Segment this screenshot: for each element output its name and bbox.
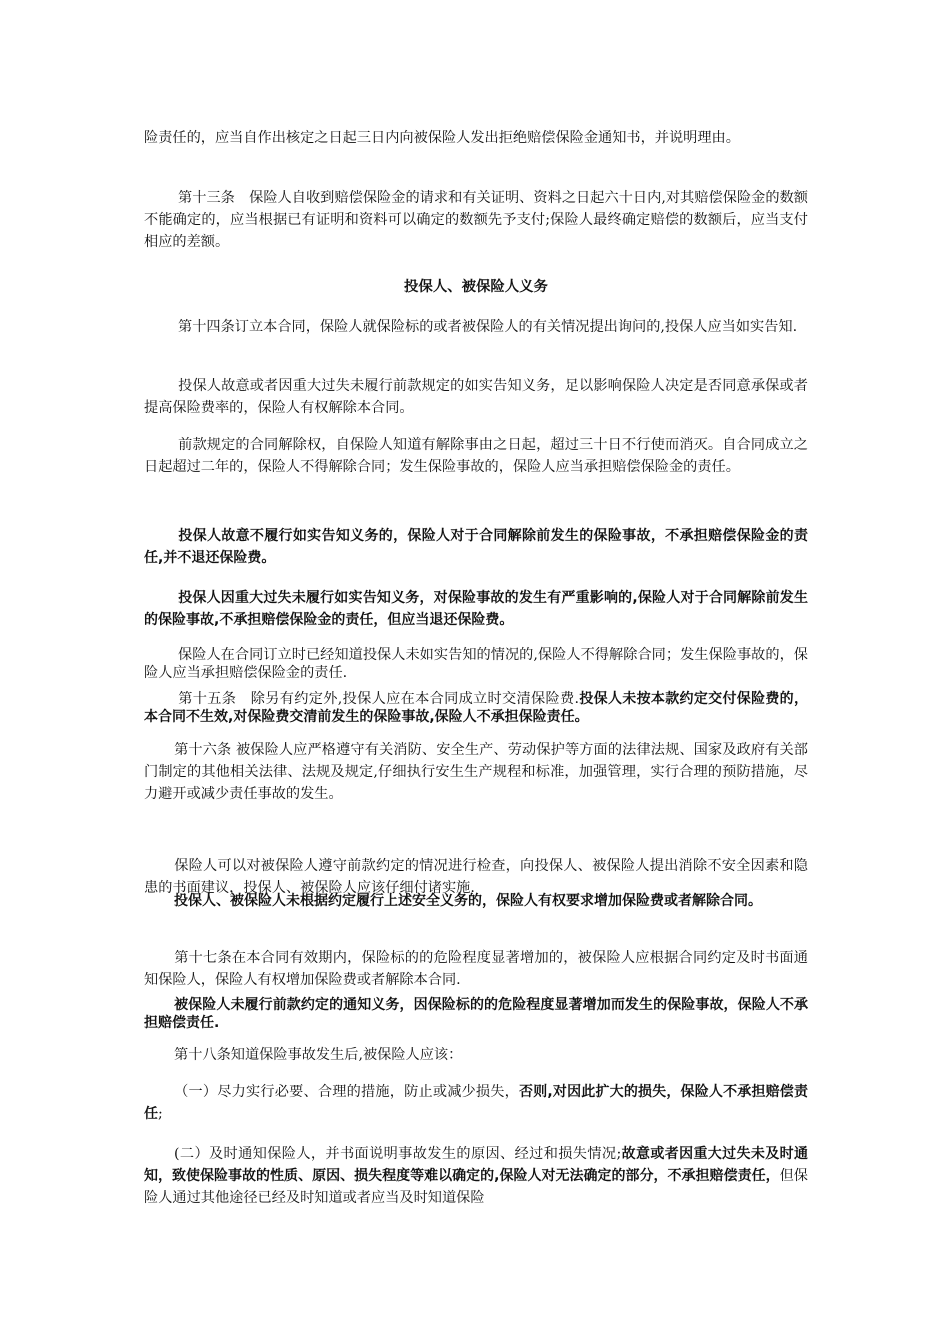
paragraph-claim-refusal: 险责任的，应当自作出核定之日起三日内向被保险人发出拒绝赔偿保险金通知书，并说明理由。 <box>144 130 740 146</box>
item-1-bold-text: 否则,对因此扩大的损失，保险人不承担赔偿责任 <box>144 1084 808 1122</box>
article-16-text: 第十六条 被保险人应严格遵守有关消防、安全生产、劳动保护等方面的法律法规、国家及政府有关部门制定的其他相关法律、法规及规定,仔细执行安生生产规程和标准，加强管理，实行合理的预防措施，尽力避开或减少责任事故的发生。 <box>144 742 808 802</box>
item-2-tail-text: 但保险人通过其他途径已经及时知道或者应当及时知道保险 <box>144 1168 808 1206</box>
item-2-bold-text: 故意或者因重大过失未及时通知，致使保险事故的性质、原因、损失程度等难以确定的,保险人对无法确定的部分，不承担赔偿责任， <box>144 1146 808 1184</box>
safety-breach-text: 投保人、被保险人未根据约定履行上述安全义务的，保险人有权要求增加保险费或者解除合同。 <box>174 893 762 909</box>
paragraph-item-2 <box>144 1143 808 1209</box>
intentional-breach-text: 投保人故意不履行如实告知义务的，保险人对于合同解除前发生的保险事故，不承担赔偿保险金的责任,并不退还保险费。 <box>144 528 808 566</box>
disclosure-breach-text: 投保人故意或者因重大过失未履行前款规定的如实告知义务，足以影响保险人决定是否同意承保或者提高保险费率的，保险人有权解除本合同。 <box>144 378 808 416</box>
item-1-end: ; <box>158 1106 163 1122</box>
paragraph-article-16 <box>144 739 808 805</box>
paragraph-article-17 <box>144 947 808 991</box>
paragraph-item-1 <box>144 1081 808 1125</box>
section-heading: 投保人、被保险人义务 <box>404 279 548 295</box>
article-15-bold-text: 投保人未按本款约定交付保险费的，本合同不生效,对保险费交清前发生的保险事故,保险人不承担保险责任。 <box>144 691 808 725</box>
notice-breach-text: 被保险人未履行前款约定的通知义务，因保险标的的危险程度显著增加而发生的保险事故，保险人不承担赔偿责任. <box>144 997 808 1031</box>
paragraph-rescission-right <box>144 434 808 478</box>
inspection-text: 保险人可以对被保险人遵守前款约定的情况进行检查，向投保人、被保险人提出消除不安全因素和隐患的书面建议，投保人、被保险人应该仔细付诸实施. <box>144 858 808 896</box>
item-1-text: （一）尽力实行必要、合理的措施，防止或减少损失， <box>174 1084 520 1100</box>
paragraph-known-nondisclosure <box>144 646 808 682</box>
article-14-text: 第十四条订立本合同，保险人就保险标的或者被保险人的有关情况提出询问的,投保人应当如实告知. <box>178 319 798 335</box>
article-15-text: 第十五条 除另有约定外,投保人应在本合同成立时交清保险费. <box>178 691 580 707</box>
paragraph-intentional-breach <box>144 525 808 569</box>
paragraph-negligent-breach <box>144 587 808 631</box>
paragraph-article-18 <box>144 1044 808 1066</box>
paragraph-article-14 <box>144 316 808 338</box>
paragraph-notice-breach <box>144 996 808 1032</box>
paragraph-article-13 <box>144 187 808 253</box>
negligent-breach-text: 投保人因重大过失未履行如实告知义务，对保险事故的发生有严重影响的,保险人对于合同解除前发生的保险事故,不承担赔偿保险金的责任，但应当退还保险费。 <box>144 590 808 628</box>
item-2-text: (二）及时通知保险人，并书面说明事故发生的原因、经过和损失情况; <box>174 1146 622 1162</box>
paragraph-safety-breach <box>144 890 808 912</box>
paragraph-article-15 <box>144 690 808 726</box>
article-17-text: 第十七条在本合同有效期内，保险标的的危险程度显著增加的，被保险人应根据合同约定及时书面通知保险人，保险人有权增加保险费或者解除本合同. <box>144 950 808 988</box>
known-nondisclosure-text: 保险人在合同订立时已经知道投保人未如实告知的情况的,保险人不得解除合同；发生保险事故的，保险人应当承担赔偿保险金的责任. <box>144 647 808 681</box>
article-13-text: 第十三条 保险人自收到赔偿保险金的请求和有关证明、资料之日起六十日内,对其赔偿保险金的数额不能确定的，应当根据已有证明和资料可以确定的数额先予支付;保险人最终确定赔偿的数额后，应当支付相应的差额。 <box>144 190 808 250</box>
rescission-right-text: 前款规定的合同解除权，自保险人知道有解除事由之日起，超过三十日不行使而消灭。自合同成立之日起超过二年的，保险人不得解除合同；发生保险事故的，保险人应当承担赔偿保险金的责任。 <box>144 437 808 475</box>
article-18-text: 第十八条知道保险事故发生后,被保险人应该： <box>174 1047 463 1063</box>
paragraph-disclosure-breach <box>144 375 808 419</box>
